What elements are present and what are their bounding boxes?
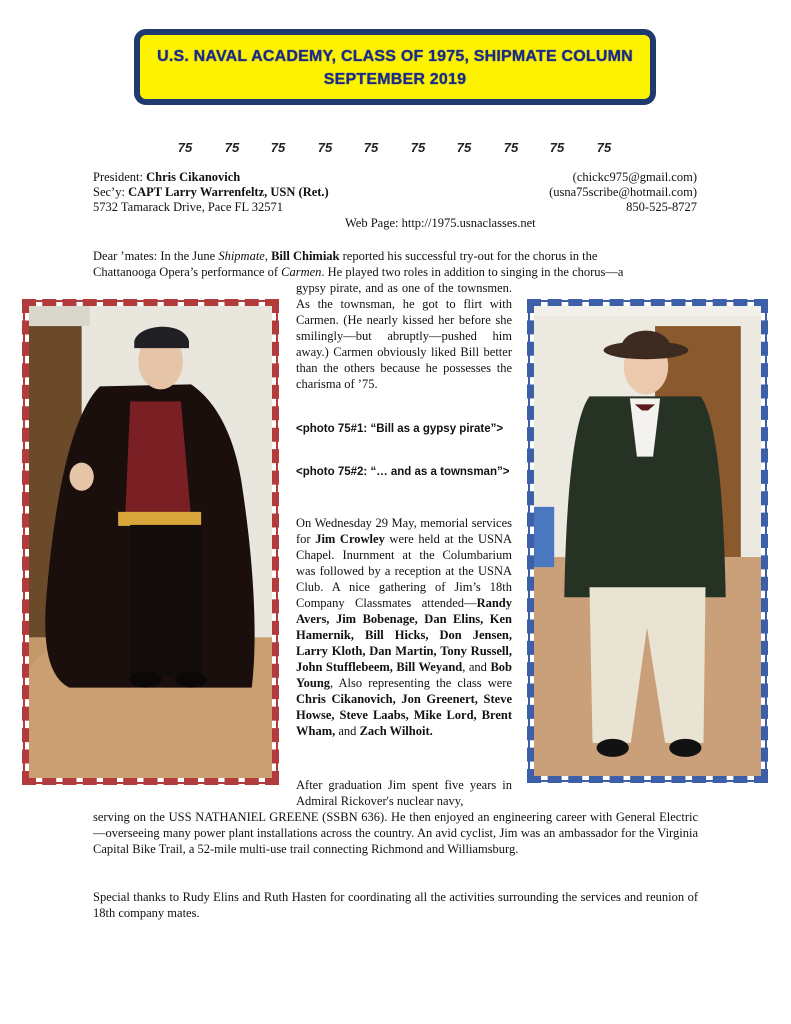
intro-paragraph: Dear ’mates: In the June Shipmate, Bill Chimiak reported his successful try-out for the chorus in the Chattanooga Opera’s performance of Carmen. He played two roles in addition to singing in the chorus—a: [93, 249, 624, 279]
career-paragraph: serving on the USS NATHANIEL GREENE (SSBN 636). He then enjoyed an engineering career with General Electric—overseeing many power plant installations across the country. An avid cyclist, Jim was an ambassador for the Virginia Capital Bike Trail, a 52-mile multi-use trail connecting Richmond and Williamsburg.: [93, 810, 698, 856]
mailing-address: 5732 Tamarack Drive, Pace FL 32571: [93, 200, 284, 214]
year-mark: 75: [363, 140, 379, 155]
secretary-line: Sec’y: CAPT Larry Warrenfeltz, USN (Ret.): [93, 185, 329, 199]
memorial-paragraph: On Wednesday 29 May, memorial services for Jim Crowley were held at the USNA Chapel. Inurnment at the Columbarium was followed by a reception at the USNA Club. A nice gathering of Jim’s 18th Company Classmates attended—Randy Avers, Jim Bobenage, Dan Elins, Ken Hamernik, Bill Hicks, Don Jensen, Larry Kloth, Dan Martin, Tony Russell, John Stufflebeem, Bill Weyand, and Bob Young, Also representing the class were Chris Cikanovich, Jon Greenert, Steve Howse, Steve Laabs, Mike Lord, Brent Wham, and Zach Wilhoit.: [296, 516, 512, 738]
president-name: Chris Cikanovich: [146, 170, 241, 184]
townsman-image: [534, 306, 761, 776]
photo-caption-2: <photo 75#2: “… and as a townsman”>: [296, 466, 510, 478]
photo-caption-1: <photo 75#1: “Bill as a gypsy pirate”>: [296, 423, 504, 435]
year-mark: 75: [596, 140, 612, 155]
column-banner: [134, 29, 656, 105]
year-mark: 75: [410, 140, 426, 155]
photo-townsman: [527, 299, 768, 783]
year-mark: 75: [456, 140, 472, 155]
opera-roles-paragraph: gypsy pirate, and as one of the townsmen. As the townsman, he got to flirt with Carmen. (He nearly kissed her before she smilingly—but abruptly—pushed him away.) Carmen obviously liked Bill better than the others because he possesses the charisma of ’75.: [296, 281, 512, 391]
year-mark: 75: [177, 140, 193, 155]
secretary-email[interactable]: (usna75scribe@hotmail.com): [549, 185, 697, 199]
year-mark: 75: [270, 140, 286, 155]
year-mark: 75: [224, 140, 240, 155]
banner-date: SEPTEMBER 2019: [323, 71, 467, 88]
phone-number: 850-525-8727: [626, 200, 697, 214]
president-line: President: Chris Cikanovich: [93, 170, 241, 184]
career-paragraph-start: After graduation Jim spent five years in Admiral Rickover's nuclear navy,: [296, 778, 512, 808]
year-mark: 75: [503, 140, 519, 155]
class-year-marks: [0, 140, 791, 156]
gypsy-pirate-image: [29, 306, 272, 778]
secretary-name: CAPT Larry Warrenfeltz, USN (Ret.): [128, 185, 329, 199]
photo-gypsy-pirate: [22, 299, 279, 785]
web-page-link[interactable]: Web Page: http://1975.usnaclasses.net: [345, 216, 536, 230]
year-mark: 75: [549, 140, 565, 155]
president-email[interactable]: (chickc975@gmail.com): [572, 170, 697, 184]
thanks-paragraph: Special thanks to Rudy Elins and Ruth Hasten for coordinating all the activities surrounding the services and reunion of 18th company mates.: [93, 890, 698, 920]
banner-title: U.S. NAVAL ACADEMY, CLASS OF 1975, SHIPMATE COLUMN: [157, 48, 633, 65]
year-mark: 75: [317, 140, 333, 155]
